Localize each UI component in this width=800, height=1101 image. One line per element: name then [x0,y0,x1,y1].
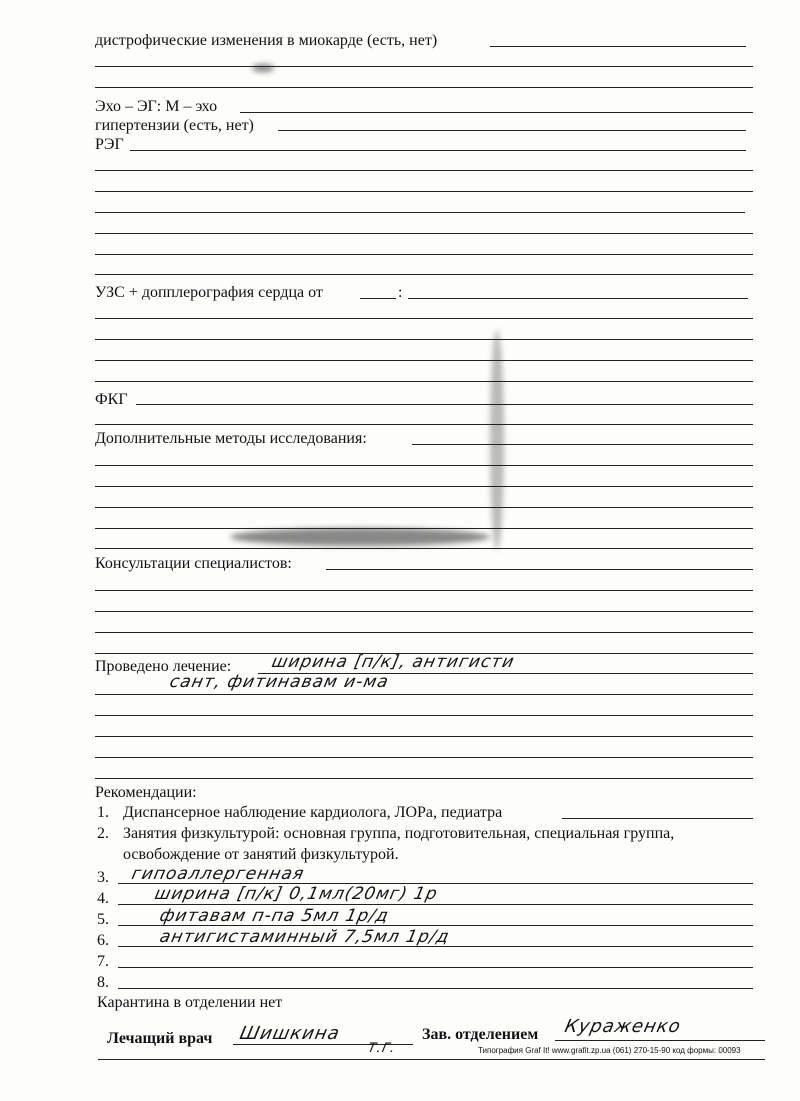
fill-line [95,318,753,319]
fill-line [118,967,753,968]
fill-line [95,486,753,487]
rec-number: 8. [97,974,109,991]
doctor-signature: Шишкина [237,1023,343,1044]
fill-line [562,818,753,819]
dystrophic-label: дистрофические изменения в миокарде (есть, нет) [95,32,438,49]
rec3-handwriting: гипоаллергенная [129,864,307,884]
echo-label: Эхо – ЭГ: М – эхо [95,98,218,115]
treatment-handwriting-line1: ширина [п/к], антигисти [269,652,517,672]
fkg-label: ФКГ [95,391,128,408]
head-label: Зав. отделением [422,1026,539,1043]
fill-line [95,424,753,425]
reg-label: РЭГ [95,136,124,153]
rec-number: 7. [97,953,109,970]
doctor-label: Лечащий врач [107,1030,213,1047]
rec1-text: Диспансерное наблюдение кардиолога, ЛОРа, педиатра [123,804,503,821]
fill-line [95,254,753,255]
fill-line [95,191,753,192]
fill-line [95,170,753,171]
fill-line [95,381,753,382]
fill-line [118,988,753,989]
fill-line [95,736,753,737]
recommend-label: Рекомендации: [95,784,197,801]
treatment-label: Проведено лечение: [95,658,232,675]
fill-line [95,274,753,275]
rec2-text-line2: освобождение от занятий физкультурой. [123,846,399,863]
fill-line [95,87,753,88]
date-fill-line [360,298,396,299]
rec-number: 3. [97,869,109,886]
uzs-label: УЗС + допплерография сердца от [95,284,323,301]
fill-line [95,233,753,234]
fill-line [95,548,753,549]
fill-line [408,298,748,299]
treatment-handwriting-line2: сант, фитинавам и-ма [167,672,391,692]
rec2-text: Занятия физкультурой: основная группа, подготовительная, специальная группа, [123,825,675,842]
fill-line [95,715,753,716]
rec6-handwriting: антигистаминный 7,5мл 1р/д [157,927,452,947]
rec-number: 5. [97,911,109,928]
printer-info: Типография Graf It! www.grafit.zp.ua (061) 270-15-90 код формы: 00093 [478,1046,741,1055]
head-signature: Кураженко [562,1016,684,1037]
fill-line [95,694,753,695]
fill-line [240,112,753,113]
fill-line [412,444,753,445]
rec5-handwriting: фитавам п-па 5мл 1р/д [157,906,391,926]
fill-line [136,404,753,405]
uzs-colon: : [398,284,403,301]
rec-number: 2. [97,825,109,842]
consult-label: Консультации специалистов: [95,555,292,572]
fill-line [95,757,753,758]
doctor-initials: Т.Г. [366,1041,398,1056]
fill-line [95,507,753,508]
fill-line [95,632,753,633]
additional-label: Дополнительные методы исследования: [95,430,367,447]
fill-line [326,569,753,570]
scan-smudge [230,528,490,546]
fill-line [490,46,746,47]
fill-line [95,360,753,361]
bottom-rule [98,1059,765,1060]
fill-line [95,66,753,67]
fill-line [130,150,746,151]
scan-smudge [490,330,504,550]
quarantine-label: Карантина в отделении нет [97,994,283,1011]
hypertension-label: гипертензии (есть, нет) [95,117,254,134]
fill-line [95,212,745,213]
fill-line [95,778,753,779]
rec-number: 1. [97,804,109,821]
rec-number: 4. [97,890,109,907]
fill-line [95,528,753,529]
fill-line [95,339,753,340]
fill-line [95,590,753,591]
signature-line [555,1040,765,1041]
fill-line [95,465,753,466]
rec4-handwriting: ширина [п/к] 0,1мл(20мг) 1р [152,884,440,904]
fill-line [118,904,753,905]
fill-line [278,130,746,131]
rec-number: 6. [97,932,109,949]
fill-line [95,611,753,612]
